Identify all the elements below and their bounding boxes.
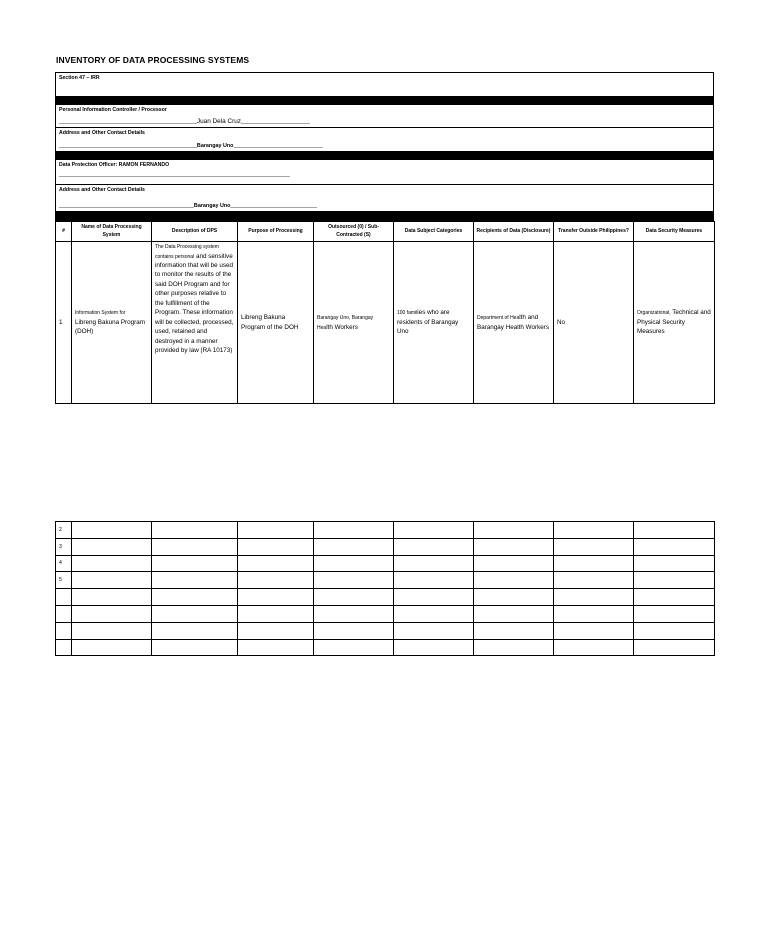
address-value-2: Barangay Uno <box>193 203 231 209</box>
row-number <box>56 589 72 606</box>
pic-value: Juan Dela Cruz <box>196 118 241 125</box>
col-header-security: Data Security Measures <box>634 222 715 242</box>
empty-cell <box>634 622 715 639</box>
empty-cell <box>238 572 314 589</box>
address-line-1: ______________________________________________Barangay Uno______________________________ <box>59 143 324 149</box>
empty-cell <box>72 522 152 539</box>
cell-system-name: Information System for Libreng Bakuna Program (DOH) <box>72 242 152 404</box>
empty-cell <box>238 622 314 639</box>
empty-cell <box>238 538 314 555</box>
black-band <box>56 212 713 221</box>
cell-subjects: 100 families who are residents of Barangay Uno <box>394 242 474 404</box>
cell-security: Organizational, Technical and Physical Security Measures <box>634 242 715 404</box>
cell-transfer: No <box>554 242 634 404</box>
empty-cell <box>314 589 394 606</box>
table-row <box>56 622 715 639</box>
black-band <box>56 97 713 105</box>
empty-cell <box>314 538 394 555</box>
header-frame <box>55 72 714 221</box>
empty-cell <box>634 639 715 656</box>
pic-line: ______________________________________________Juan Dela Cruz_______________________ <box>59 118 310 125</box>
empty-cell <box>394 538 474 555</box>
col-header-subjects: Data Subject Categories <box>394 222 474 242</box>
empty-cell <box>314 622 394 639</box>
empty-cell <box>314 605 394 622</box>
black-band <box>56 152 713 160</box>
address-row-1 <box>56 128 713 152</box>
empty-cell <box>634 572 715 589</box>
page-title: INVENTORY OF DATA PROCESSING SYSTEMS <box>56 55 250 65</box>
row-number: 4 <box>56 555 72 572</box>
empty-cell <box>238 522 314 539</box>
empty-cell <box>72 605 152 622</box>
address-value-1: Barangay Uno <box>196 143 234 149</box>
empty-cell <box>634 522 715 539</box>
inventory-table <box>55 221 715 404</box>
pic-row <box>56 105 713 128</box>
table-row <box>56 639 715 656</box>
empty-cell <box>474 639 554 656</box>
table-row <box>56 589 715 606</box>
empty-cell <box>634 605 715 622</box>
empty-cell <box>394 589 474 606</box>
empty-cell <box>314 572 394 589</box>
empty-cell <box>474 522 554 539</box>
empty-cell <box>394 555 474 572</box>
empty-cell <box>474 605 554 622</box>
table-row <box>56 538 715 555</box>
row-number: 1 <box>56 242 72 404</box>
col-header-purpose: Purpose of Processing <box>238 222 314 242</box>
empty-cell <box>554 622 634 639</box>
empty-cell <box>238 639 314 656</box>
empty-cell <box>72 572 152 589</box>
col-header-number: # <box>56 222 72 242</box>
empty-cell <box>152 639 238 656</box>
dpo-row <box>56 160 713 185</box>
row-number <box>56 622 72 639</box>
empty-cell <box>314 555 394 572</box>
table-row <box>56 522 715 539</box>
dpo-line: _____________________________________________________________________________ <box>59 172 290 178</box>
empty-cell <box>554 572 634 589</box>
empty-cell <box>152 572 238 589</box>
blank-rows-table <box>55 521 715 656</box>
col-header-description: Description of DPS <box>152 222 238 242</box>
cell-description: The Data Processing system contains personal and sensitive information that will be used to monitor the results of the said DOH Program and for other purposes relative to the fulfillment of the Program. These information will be collected, processed, used, retained and destroyed in a manner provided by law (RA 10173) <box>152 242 238 404</box>
col-header-transfer: Transfer Outside Philippines? <box>554 222 634 242</box>
empty-cell <box>634 538 715 555</box>
empty-cell <box>554 639 634 656</box>
empty-cell <box>554 555 634 572</box>
table-row <box>56 242 715 404</box>
empty-cell <box>474 589 554 606</box>
empty-cell <box>394 605 474 622</box>
empty-cell <box>554 522 634 539</box>
col-header-outsourced: Outsourced (0) / Sub-Contracted (S) <box>314 222 394 242</box>
empty-cell <box>238 555 314 572</box>
empty-cell <box>152 555 238 572</box>
cell-recipients: Department of Health and Barangay Health Workers <box>474 242 554 404</box>
table-row <box>56 572 715 589</box>
empty-cell <box>474 572 554 589</box>
empty-cell <box>554 589 634 606</box>
dpo-label: Data Protection Officer: RAMON FERNANDO <box>59 162 170 168</box>
empty-cell <box>152 605 238 622</box>
address-line-2: _____________________________________________Barangay Uno_____________________________ <box>59 203 318 209</box>
empty-cell <box>72 639 152 656</box>
cell-purpose: Libreng Bakuna Program of the DOH <box>238 242 314 404</box>
section-label: Section 47 – IRR <box>59 75 100 81</box>
empty-cell <box>634 555 715 572</box>
col-header-recipients: Recipients of Data (Disclosure) <box>474 222 554 242</box>
empty-cell <box>554 605 634 622</box>
empty-cell <box>554 538 634 555</box>
address-label-2: Address and Other Contact Details <box>59 187 145 193</box>
empty-cell <box>634 589 715 606</box>
empty-cell <box>394 522 474 539</box>
section-row <box>56 73 713 97</box>
row-number: 2 <box>56 522 72 539</box>
row-number: 5 <box>56 572 72 589</box>
table-row <box>56 555 715 572</box>
table-header-row <box>56 222 715 242</box>
empty-cell <box>152 589 238 606</box>
empty-cell <box>474 622 554 639</box>
empty-cell <box>314 522 394 539</box>
empty-cell <box>152 538 238 555</box>
address-row-2 <box>56 185 713 212</box>
empty-cell <box>152 622 238 639</box>
empty-cell <box>72 622 152 639</box>
empty-cell <box>474 538 554 555</box>
cell-outsourced: Barangay Uno, Barangay Health Workers <box>314 242 394 404</box>
pic-label: Personal Information Controller / Processor <box>59 107 167 113</box>
row-number: 3 <box>56 538 72 555</box>
empty-cell <box>238 589 314 606</box>
row-number <box>56 605 72 622</box>
row-number <box>56 639 72 656</box>
empty-cell <box>238 605 314 622</box>
empty-cell <box>394 622 474 639</box>
address-label-1: Address and Other Contact Details <box>59 130 145 136</box>
empty-cell <box>72 538 152 555</box>
empty-cell <box>474 555 554 572</box>
empty-cell <box>72 555 152 572</box>
empty-cell <box>394 572 474 589</box>
empty-cell <box>314 639 394 656</box>
table-row <box>56 605 715 622</box>
empty-cell <box>394 639 474 656</box>
empty-cell <box>152 522 238 539</box>
col-header-name: Name of Data Processing System <box>72 222 152 242</box>
empty-cell <box>72 589 152 606</box>
